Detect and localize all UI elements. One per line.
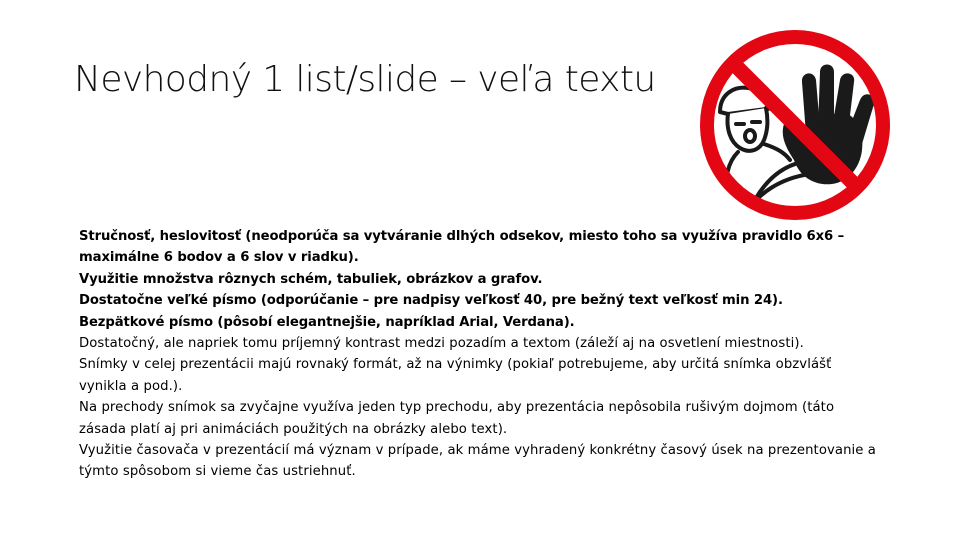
bullet-paragraph: Dostatočne veľké písmo (odporúčanie – pre nadpisy veľkosť 40, pre bežný text veľkosť min 24). xyxy=(79,293,783,309)
bullet-paragraph: Stručnosť, heslovitosť (neodporúča sa vytváranie dlhých odsekov, miesto toho sa využíva pravidlo 6x6 – maximálne 6 bodov a 6 slov v riadku). xyxy=(79,229,845,266)
bullet-paragraph: Bezpätkové písmo (pôsobí elegantnejšie, napríklad Arial, Verdana). xyxy=(79,314,575,330)
bullet-paragraph: Dostatočný, ale napriek tomu príjemný kontrast medzi pozadím a textom (záleží aj na osvetlení miestnosti). xyxy=(79,336,804,352)
slide-title: Nevhodný 1 list/slide – veľa textu xyxy=(74,59,656,100)
slide-body xyxy=(79,226,879,483)
bullet-paragraph: Využitie časovača v prezentácií má význam v prípade, ak máme vyhradený konkrétny časový úsek na prezentovanie a týmto spôsobom si vieme čas ustriehnuť. xyxy=(79,443,876,480)
no-entry-stop-hand-icon xyxy=(698,28,892,222)
bullet-paragraph: Na prechody snímok sa zvyčajne využíva jeden typ prechodu, aby prezentácia nepôsobila rušivým dojmom (táto zásada platí aj pri animáciách použitých na obrázky alebo text). xyxy=(79,400,835,437)
bullet-paragraph: Snímky v celej prezentácii majú rovnaký formát, až na výnimky (pokiaľ potrebujeme, aby určitá snímka obzvlášť vynikla a pod.). xyxy=(79,357,832,394)
bullet-paragraph: Využitie množstva rôznych schém, tabuliek, obrázkov a grafov. xyxy=(79,271,543,287)
